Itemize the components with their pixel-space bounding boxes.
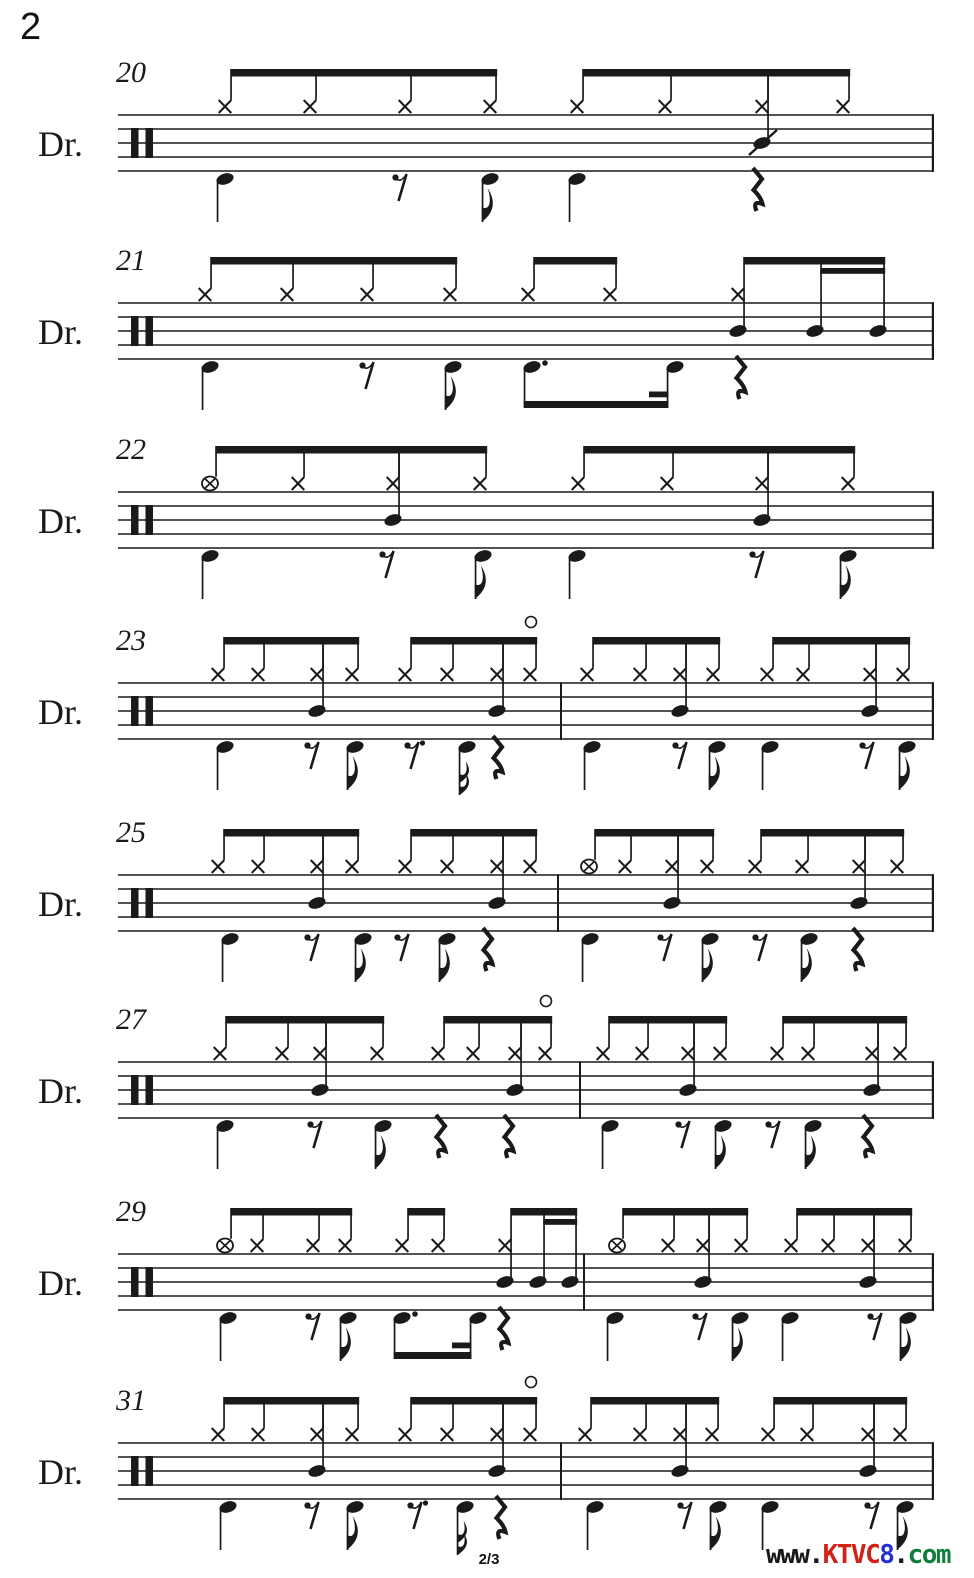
stem: [807, 836, 809, 860]
snare-note: [862, 1082, 882, 1098]
stem: [582, 76, 584, 100]
stem: [535, 644, 537, 668]
instrument-label: Dr.: [38, 884, 83, 924]
stem: [452, 644, 454, 668]
stem: [685, 645, 687, 710]
stem: [760, 836, 762, 860]
snare-note: [487, 1463, 507, 1479]
stem: [873, 1216, 875, 1281]
measure-number: 29: [116, 1195, 146, 1228]
snare-note: [858, 1463, 878, 1479]
bass-beam-16: [649, 392, 668, 398]
snare-note: [728, 323, 748, 339]
stem: [873, 1405, 875, 1470]
hihat-beam: [533, 257, 617, 265]
stem: [848, 76, 850, 100]
stem: [485, 453, 487, 477]
fill-beam-16: [820, 268, 885, 274]
hihat-beam: [230, 69, 497, 77]
barline: [579, 1061, 581, 1119]
bass-beam: [524, 401, 669, 408]
stem: [590, 1404, 592, 1428]
stem: [796, 1215, 798, 1239]
eighth-flag: [899, 756, 910, 790]
instrument-label: Dr.: [38, 1452, 83, 1492]
instrument-label: Dr.: [38, 1071, 83, 1111]
eighth-flag: [347, 1516, 358, 1550]
watermark-segment: www.: [766, 1540, 823, 1570]
page-indicator: 2/3: [478, 1551, 500, 1568]
measure-number: 27: [116, 1003, 146, 1036]
percussion-clef: [131, 696, 139, 726]
stem: [398, 454, 400, 519]
stem: [410, 644, 412, 668]
stem: [883, 265, 885, 329]
stem: [672, 453, 674, 477]
instrument-label: Dr.: [38, 124, 83, 164]
stem: [767, 454, 769, 519]
snare-note: [805, 323, 825, 339]
stem: [594, 836, 596, 860]
stem: [443, 1215, 445, 1239]
stem: [502, 1405, 504, 1470]
stem: [322, 837, 324, 902]
stem: [762, 1508, 764, 1550]
stem: [813, 1023, 815, 1047]
stem: [902, 836, 904, 860]
end-barline: [932, 1061, 934, 1119]
hihat-beam: [410, 1397, 537, 1405]
stem: [217, 180, 219, 222]
percussion-clef: [146, 1075, 154, 1105]
stem: [322, 1405, 324, 1470]
eighth-flag: [375, 1135, 386, 1169]
snare-note: [307, 895, 327, 911]
watermark-segment: 8: [879, 1540, 894, 1570]
stem: [217, 1127, 219, 1169]
stem: [685, 1405, 687, 1470]
eighth-flag: [445, 376, 456, 410]
percussion-clef: [131, 1267, 139, 1297]
stem: [587, 1508, 589, 1550]
quarter-rest: [499, 1307, 509, 1350]
quarter-rest: [853, 928, 863, 971]
stem: [864, 837, 866, 902]
snare-note: [752, 512, 772, 528]
stem: [263, 644, 265, 668]
stem: [287, 1023, 289, 1047]
stem: [582, 940, 584, 982]
hihat-beam: [225, 1016, 384, 1024]
stem: [382, 1023, 384, 1047]
stem: [325, 1024, 327, 1089]
watermark-segment: com: [907, 1540, 951, 1570]
eighth-flag: [710, 1516, 721, 1550]
stem: [410, 836, 412, 860]
snare-note: [858, 1274, 878, 1290]
percussion-clef: [131, 1456, 139, 1486]
stem: [357, 1404, 359, 1428]
eighth-flag: [715, 1135, 726, 1169]
stem: [782, 1023, 784, 1047]
snare-note: [487, 703, 507, 719]
eighth-flag: [702, 948, 713, 982]
stem: [535, 836, 537, 860]
stem: [303, 453, 305, 477]
stem: [673, 1215, 675, 1239]
stem: [222, 940, 224, 982]
stem: [575, 1216, 577, 1280]
snare-note: [670, 703, 690, 719]
watermark-segment: KTVC: [822, 1540, 880, 1570]
hihat-beam: [796, 1208, 912, 1216]
eighth-flag: [439, 948, 450, 982]
hihat-beam: [443, 1016, 552, 1024]
stem: [743, 265, 745, 329]
instrument-label: Dr.: [38, 501, 83, 541]
percussion-clef: [146, 1456, 154, 1486]
stem: [543, 1216, 545, 1280]
stem: [877, 1024, 879, 1089]
stem: [230, 76, 232, 100]
end-barline: [932, 491, 934, 549]
system-27: [38, 996, 934, 1170]
eighth-flag: [840, 565, 851, 599]
hihat-beam: [215, 446, 487, 454]
percussion-clef: [131, 1075, 139, 1105]
stem: [607, 1319, 609, 1361]
snare-note: [487, 895, 507, 911]
instrument-label: Dr.: [38, 1263, 83, 1303]
eighth-flag: [801, 948, 812, 982]
rest-dot: [420, 740, 425, 745]
percussion-clef: [131, 316, 139, 346]
measure-number: 31: [116, 1384, 146, 1417]
system-31: [38, 1377, 934, 1556]
stem: [452, 836, 454, 860]
snare-note: [693, 1274, 713, 1290]
stem: [670, 76, 672, 100]
quarter-rest: [504, 1115, 514, 1158]
end-barline: [932, 1253, 934, 1311]
augmentation-dot: [412, 1311, 418, 1317]
stem: [712, 836, 714, 860]
stem: [583, 453, 585, 477]
stem: [622, 1215, 624, 1239]
percussion-clef: [131, 505, 139, 535]
quarter-rest: [483, 928, 493, 971]
snare-note: [505, 1082, 525, 1098]
stem: [693, 1024, 695, 1089]
stem: [533, 264, 535, 288]
watermark: [766, 1540, 950, 1570]
stem: [350, 1215, 352, 1239]
eighth-flag: [732, 1327, 743, 1361]
system-21: [38, 244, 934, 410]
open-hihat-circle: [526, 617, 537, 628]
quarter-rest: [736, 356, 746, 399]
stem: [510, 1216, 512, 1280]
bass-beam: [394, 1352, 472, 1359]
hihat-beam: [223, 637, 359, 645]
hihat-beam: [407, 1208, 445, 1216]
eighth-flag: [355, 948, 366, 982]
stem: [905, 1404, 907, 1428]
bass-beam-16: [452, 1343, 471, 1349]
eighth-flag: [482, 188, 493, 222]
quarter-rest: [863, 1115, 873, 1158]
stem: [615, 264, 617, 288]
stem: [322, 645, 324, 710]
hihat-beam: [760, 829, 904, 837]
stem: [202, 557, 204, 599]
quarter-rest: [753, 168, 763, 211]
stem: [215, 453, 217, 477]
stem: [263, 836, 265, 860]
percussion-clef: [146, 888, 154, 918]
snare-note: [868, 323, 888, 339]
stem: [292, 264, 294, 288]
snare-note: [307, 1463, 327, 1479]
watermark-segment: .: [893, 1540, 908, 1570]
eighth-flag: [709, 756, 720, 790]
eighth-flag: [805, 1135, 816, 1169]
stem: [820, 265, 822, 329]
percussion-clef: [131, 888, 139, 918]
stem: [908, 644, 910, 668]
open-hihat-circle: [526, 1377, 537, 1388]
stem: [410, 1404, 412, 1428]
barline: [583, 1253, 585, 1311]
hihat-beam: [410, 637, 537, 645]
percussion-clef: [131, 128, 139, 158]
rest-dot: [423, 1500, 428, 1505]
stem: [495, 76, 497, 100]
stem: [315, 76, 317, 100]
eighth-flag: [475, 565, 486, 599]
system-25: [38, 816, 934, 982]
eighth-flag: [340, 1327, 351, 1361]
stem: [443, 1023, 445, 1047]
stem: [535, 1404, 537, 1428]
stem: [905, 1023, 907, 1047]
hihat-beam: [582, 69, 850, 77]
measure-number: 22: [116, 433, 146, 466]
stem: [677, 837, 679, 902]
stem: [767, 77, 769, 142]
stem: [725, 1023, 727, 1047]
stem: [550, 1023, 552, 1047]
stem: [210, 264, 212, 288]
hihat-beam: [223, 829, 359, 837]
open-hihat-circle: [541, 996, 552, 1007]
hihat-beam: [622, 1208, 748, 1216]
stem: [502, 645, 504, 710]
snare-note: [560, 1274, 580, 1290]
snare-note: [849, 895, 869, 911]
stem: [223, 1404, 225, 1428]
end-barline: [932, 1442, 934, 1500]
snare-note: [495, 1274, 515, 1290]
stem: [407, 1215, 409, 1239]
stem: [318, 1215, 320, 1239]
stem: [357, 836, 359, 860]
stem: [772, 644, 774, 668]
stem: [223, 836, 225, 860]
end-barline: [932, 682, 934, 740]
stem: [853, 453, 855, 477]
measure-number: 23: [116, 624, 146, 657]
page-number: 2: [20, 6, 42, 48]
stem: [220, 1508, 222, 1550]
stem: [452, 1404, 454, 1428]
hihat-beam: [590, 1397, 719, 1405]
stem: [357, 644, 359, 668]
stem: [808, 644, 810, 668]
stem: [230, 1215, 232, 1239]
measure-number: 21: [116, 244, 146, 277]
percussion-clef: [146, 1267, 154, 1297]
quarter-rest: [436, 1115, 446, 1158]
stem: [520, 1024, 522, 1089]
hihat-beam: [583, 446, 855, 454]
stem: [718, 644, 720, 668]
stem: [262, 1215, 264, 1239]
system-23: [38, 617, 934, 796]
stem: [762, 748, 764, 790]
stem: [225, 1023, 227, 1047]
stem: [608, 1023, 610, 1047]
quarter-rest: [496, 1496, 506, 1539]
system-29: [38, 1195, 934, 1361]
hihat-beam: [230, 1208, 352, 1216]
stem: [773, 1404, 775, 1428]
stem: [220, 1319, 222, 1361]
hihat-beam: [782, 1016, 907, 1024]
stem: [202, 368, 204, 410]
stem: [717, 1404, 719, 1428]
stem: [910, 1215, 912, 1239]
snare-note: [670, 1463, 690, 1479]
stem: [223, 644, 225, 668]
measure-number: 25: [116, 816, 146, 849]
system-20: [38, 56, 934, 222]
hihat-beam: [594, 829, 714, 837]
stem: [263, 1404, 265, 1428]
stem: [708, 1216, 710, 1281]
stem: [812, 1404, 814, 1428]
barline: [557, 874, 559, 932]
stem: [647, 1023, 649, 1047]
end-barline: [932, 114, 934, 172]
snare-note: [528, 1274, 548, 1290]
snare-note: [383, 512, 403, 528]
stem: [584, 748, 586, 790]
stem: [602, 1127, 604, 1169]
measure-number: 20: [116, 56, 146, 89]
hihat-beam: [608, 1016, 727, 1024]
snare-note: [310, 1082, 330, 1098]
snare-note: [860, 703, 880, 719]
snare-note: [307, 703, 327, 719]
hihat-beam: [223, 1397, 359, 1405]
stem: [875, 645, 877, 710]
percussion-clef: [146, 128, 154, 158]
eighth-flag: [347, 756, 358, 790]
end-barline: [932, 302, 934, 360]
stem: [746, 1215, 748, 1239]
stem: [630, 836, 632, 860]
stem: [410, 76, 412, 100]
stem: [645, 644, 647, 668]
hihat-beam: [410, 829, 537, 837]
stem: [217, 748, 219, 790]
augmentation-dot: [542, 360, 548, 366]
stem: [569, 180, 571, 222]
hihat-beam: [773, 1397, 907, 1405]
snare-note: [662, 895, 682, 911]
stem: [592, 644, 594, 668]
eighth-flag: [900, 1327, 911, 1361]
hihat-beam: [210, 257, 457, 265]
stem: [782, 1319, 784, 1361]
percussion-clef: [146, 316, 154, 346]
fill-beam: [510, 1208, 577, 1216]
stem: [478, 1023, 480, 1047]
fill-beam-16: [543, 1219, 577, 1225]
percussion-clef: [146, 696, 154, 726]
stem: [372, 264, 374, 288]
stem: [569, 557, 571, 599]
barline: [560, 682, 562, 740]
system-22: [38, 433, 934, 599]
snare-note: [678, 1082, 698, 1098]
stem: [455, 264, 457, 288]
instrument-label: Dr.: [38, 692, 83, 732]
percussion-clef: [146, 505, 154, 535]
stem: [645, 1404, 647, 1428]
stem: [833, 1215, 835, 1239]
fill-beam: [743, 257, 885, 265]
quarter-rest: [493, 736, 503, 779]
hihat-beam: [592, 637, 720, 645]
end-barline: [932, 874, 934, 932]
instrument-label: Dr.: [38, 312, 83, 352]
barline: [560, 1442, 562, 1500]
stem: [502, 837, 504, 902]
hihat-beam: [772, 637, 910, 645]
